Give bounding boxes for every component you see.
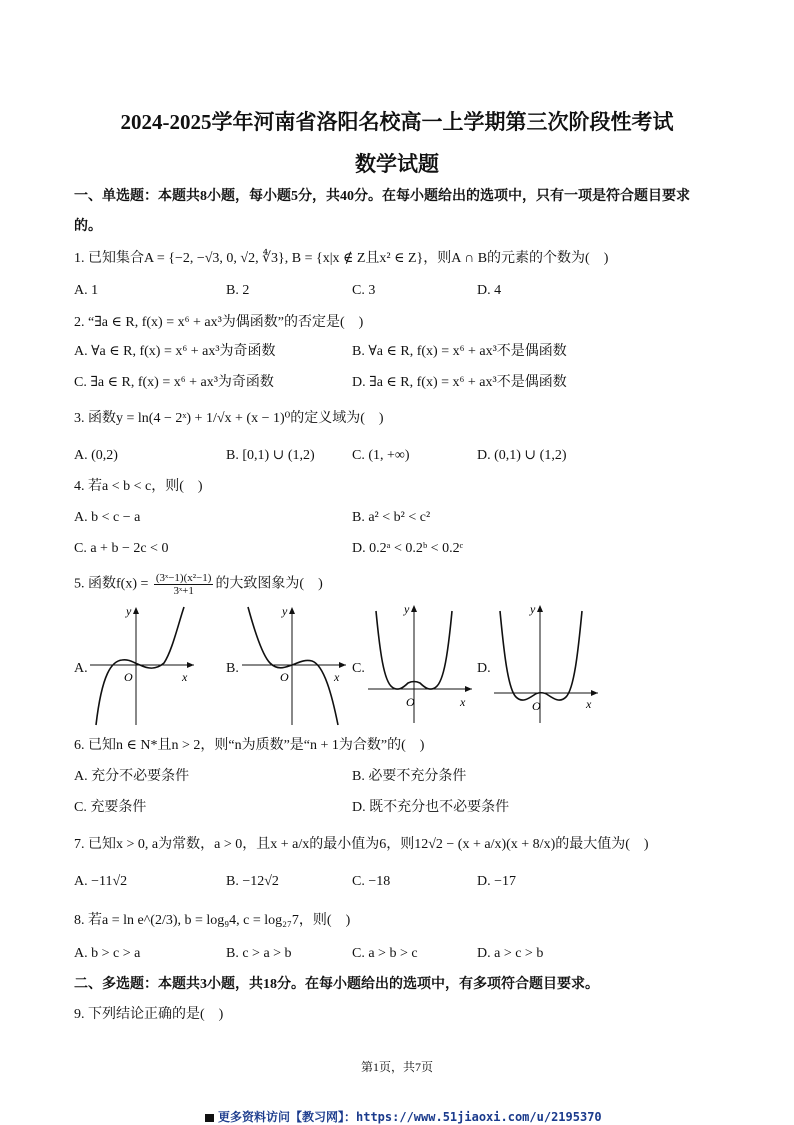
page-footer: 第1页，共7页 (360, 1060, 433, 1074)
q1-option-b: B. 2 (226, 283, 250, 298)
q5-graph-d-x-label: x (586, 697, 592, 711)
q2-option-b: B. ∀a ∈ R, f(x) = x⁶ + ax³不是偶函数 (352, 344, 567, 359)
q6-option-a: A. 充分不必要条件 (74, 769, 190, 784)
q5-graph-b-y-label: y (282, 604, 288, 618)
section1-heading: 一、单选题：本题共8小题，每小题5分，共40分。在每小题给出的选项中，只有一项是符合题目要求 (74, 189, 690, 204)
q5-graph-a-origin-label: O (124, 670, 133, 684)
q3-option-c: C. (1, +∞) (352, 448, 410, 463)
q8-option-c: C. a > b > c (352, 946, 418, 961)
q6-option-b: B. 必要不充分条件 (352, 769, 467, 784)
section2-heading: 二、多选题：本题共3小题，共18分。在每小题给出的选项中，有多项符合题目要求。 (74, 977, 599, 992)
q7-option-d: D. −17 (477, 874, 517, 889)
q5-graph-a (88, 603, 198, 728)
q5-graph-a-y-label: y (126, 604, 132, 618)
q4-stem: 4. 若a < b < c，则( ) (74, 479, 203, 494)
q7-stem: 7. 已知x > 0, a为常数，a > 0，且x + a/x的最小值为6，则12√2 − (x + a/x)(x + 8/x)的最大值为( ) (74, 837, 649, 852)
q5-option-a-label: A. (74, 661, 88, 676)
q5-option-c-label: C. (352, 661, 365, 676)
q5-frac-den: 3ˣ+1 (173, 585, 194, 597)
q7-option-b: B. −12√2 (226, 874, 279, 889)
q5-graph-a-x-label: x (182, 670, 188, 684)
q2-option-d: D. ∃a ∈ R, f(x) = x⁶ + ax³不是偶函数 (352, 375, 567, 390)
q6-stem: 6. 已知n ∈ N*且n > 2，则“n为质数”是“n + 1为合数”的( ) (74, 738, 425, 753)
q5-graph-d (492, 603, 602, 728)
q1-option-d: D. 4 (477, 283, 502, 298)
q6-option-d: D. 既不充分也不必要条件 (352, 800, 510, 815)
q5-graph-d-origin-label: O (532, 699, 541, 713)
q8-option-b: B. c > a > b (226, 946, 292, 961)
q8-option-a: A. b > c > a (74, 946, 141, 961)
q5-graph-d-y-label: y (530, 603, 536, 616)
q1-stem: 1. 已知集合A = {−2, −√3, 0, √2, ∜3}, B = {x|x ∉ Z且x² ∈ Z}，则A ∩ B的元素的个数为( ) (74, 251, 609, 266)
q5-graph-c-origin-label: O (406, 695, 415, 709)
q3-stem: 3. 函数y = ln(4 − 2ˣ) + 1/√x + (x − 1)⁰的定义域为( ) (74, 411, 384, 426)
q4-option-d: D. 0.2ᵃ < 0.2ᵇ < 0.2ᶜ (352, 541, 464, 556)
ad-bar[interactable] (205, 1108, 602, 1125)
q4-option-a: A. b < c − a (74, 510, 141, 525)
document-title: 2024-2025学年河南省洛阳名校高一上学期第三次阶段性考试 (120, 110, 674, 134)
q2-stem: 2. “∃a ∈ R, f(x) = x⁶ + ax³为偶函数”的否定是( ) (74, 315, 364, 330)
ad-bar-text[interactable]: 更多资料访问【教习网】：https://www.51jiaoxi.com/u/2195370 (218, 1110, 602, 1124)
document-subtitle: 数学试题 (355, 152, 439, 176)
q3-option-d: D. (0,1) ∪ (1,2) (477, 448, 567, 463)
q8-stem: 8. 若a = ln e^(2/3), b = log₉4, c = log₂₇7，则( ) (74, 913, 351, 928)
q5-stem-prefix: 5. 函数f(x) = (74, 576, 149, 592)
q5-graph-b-x-label: x (334, 670, 340, 684)
flag-icon (205, 1114, 214, 1122)
section1-heading-cont: 的。 (74, 219, 102, 234)
q2-option-a: A. ∀a ∈ R, f(x) = x⁶ + ax³为奇函数 (74, 344, 276, 359)
q3-option-a: A. (0,2) (74, 448, 118, 463)
q5-stem (74, 572, 323, 606)
q5-frac-num: (3ˣ−1)(x²−1) (155, 572, 212, 584)
q4-option-c: C. a + b − 2c < 0 (74, 541, 169, 556)
q7-option-c: C. −18 (352, 874, 391, 889)
q1-option-a: A. 1 (74, 283, 99, 298)
q4-option-b: B. a² < b² < c² (352, 510, 431, 525)
q5-graph-c-x-label: x (460, 695, 466, 709)
q5-graph-c (366, 603, 476, 728)
q5-option-d-label: D. (477, 661, 491, 676)
q7-option-a: A. −11√2 (74, 874, 128, 889)
q9-stem: 9. 下列结论正确的是( ) (74, 1007, 224, 1022)
q6-option-c: C. 充要条件 (74, 800, 147, 815)
q1-option-c: C. 3 (352, 283, 376, 298)
q5-stem-suffix: 的大致图象为( ) (215, 576, 323, 592)
q5-graph-c-y-label: y (404, 603, 410, 616)
q2-option-c: C. ∃a ∈ R, f(x) = x⁶ + ax³为奇函数 (74, 375, 274, 390)
q5-option-b-label: B. (226, 661, 239, 676)
q5-graph-b-origin-label: O (280, 670, 289, 684)
q5-graph-b (240, 603, 350, 728)
q3-option-b: B. [0,1) ∪ (1,2) (226, 448, 315, 463)
q8-option-d: D. a > c > b (477, 946, 544, 961)
